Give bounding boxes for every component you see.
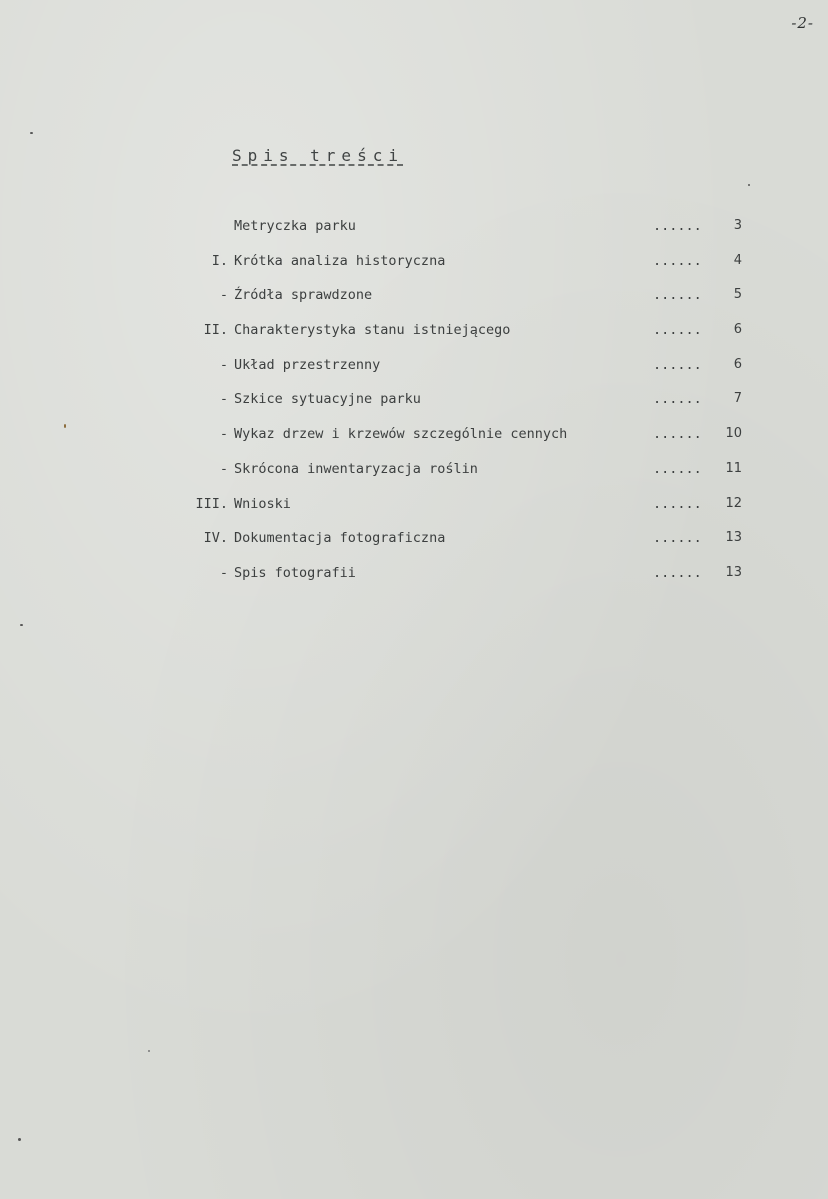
toc-entry-leader: ...... — [653, 287, 702, 304]
toc-entry-leader: ...... — [653, 218, 702, 234]
paper-speck — [148, 1050, 150, 1052]
toc-entry-number: - — [219, 426, 228, 443]
toc-entry — [0, 216, 828, 251]
toc-entry-label: Źródła sprawdzone — [234, 287, 373, 304]
toc-entry-label: Wykaz drzew i krzewów szczególnie cennych — [234, 426, 568, 443]
toc-entry — [0, 389, 828, 424]
toc-entry-label: Szkice sytuacyjne parku — [234, 391, 421, 408]
toc-entry-page: 3 — [733, 218, 742, 233]
toc-entry-label: Spis fotografii — [234, 564, 356, 581]
toc-entry-leader: ...... — [653, 252, 702, 269]
toc-entry-leader: ...... — [653, 460, 702, 477]
paper-speck — [20, 624, 23, 626]
toc-entry-page: 13 — [725, 530, 742, 546]
paper-speck — [64, 424, 66, 428]
toc-entry-leader: ...... — [653, 495, 702, 512]
toc-entry-page: 12 — [725, 495, 742, 511]
toc-entry-leader: ...... — [653, 530, 702, 547]
toc-entry — [0, 285, 828, 320]
toc-entry-label: Skrócona inwentaryzacja roślin — [234, 460, 478, 477]
toc-entry-number: - — [219, 564, 228, 581]
toc-entry-page: 13 — [725, 564, 742, 580]
toc-entry-number: I. — [211, 252, 228, 269]
toc-entry — [0, 563, 828, 598]
toc-entry-leader: ...... — [653, 564, 702, 581]
toc-entry-label: Charakterystyka stanu istniejącego — [234, 322, 511, 339]
paper-speck — [30, 132, 33, 134]
toc-entry-page: 11 — [725, 460, 742, 476]
toc-entry-page: 6 — [733, 322, 742, 338]
paper-speck — [18, 1138, 21, 1141]
toc-entry-label: Wnioski — [234, 495, 291, 512]
toc-entry-page: 10 — [725, 426, 742, 442]
toc-entry-label: Układ przestrzenny — [234, 356, 381, 373]
toc-entry-page: 6 — [733, 356, 742, 372]
toc-entry-label: Dokumentacja fotograficzna — [234, 530, 446, 547]
toc-title: Spis treści — [232, 146, 404, 165]
toc-entry-page: 7 — [733, 391, 742, 407]
toc-entry-leader: ...... — [653, 426, 702, 443]
page-number: -2- — [791, 14, 814, 32]
toc-entry-number: III. — [195, 495, 228, 512]
toc-entry-leader: ...... — [653, 356, 702, 373]
toc-entry-leader: ...... — [653, 391, 702, 408]
toc-entry — [0, 528, 828, 563]
toc-entry-number: - — [219, 356, 228, 373]
toc-entry — [0, 494, 828, 529]
table-of-contents — [0, 216, 828, 598]
toc-entry-page: 4 — [733, 252, 742, 268]
toc-entry-page: 5 — [733, 287, 742, 303]
toc-entry — [0, 251, 828, 286]
toc-entry-number: - — [219, 460, 228, 477]
toc-entry-number: IV. — [203, 530, 228, 547]
paper-speck — [748, 184, 750, 186]
toc-entry — [0, 355, 828, 390]
toc-entry-number: - — [219, 391, 228, 408]
toc-entry-number: II. — [203, 322, 228, 339]
toc-entry-label: Metryczka parku — [234, 218, 356, 234]
toc-entry — [0, 424, 828, 459]
toc-entry — [0, 320, 828, 355]
toc-entry-leader: ...... — [653, 322, 702, 339]
toc-entry — [0, 459, 828, 494]
toc-entry-number: - — [219, 287, 228, 304]
toc-entry-label: Krótka analiza historyczna — [234, 252, 446, 269]
